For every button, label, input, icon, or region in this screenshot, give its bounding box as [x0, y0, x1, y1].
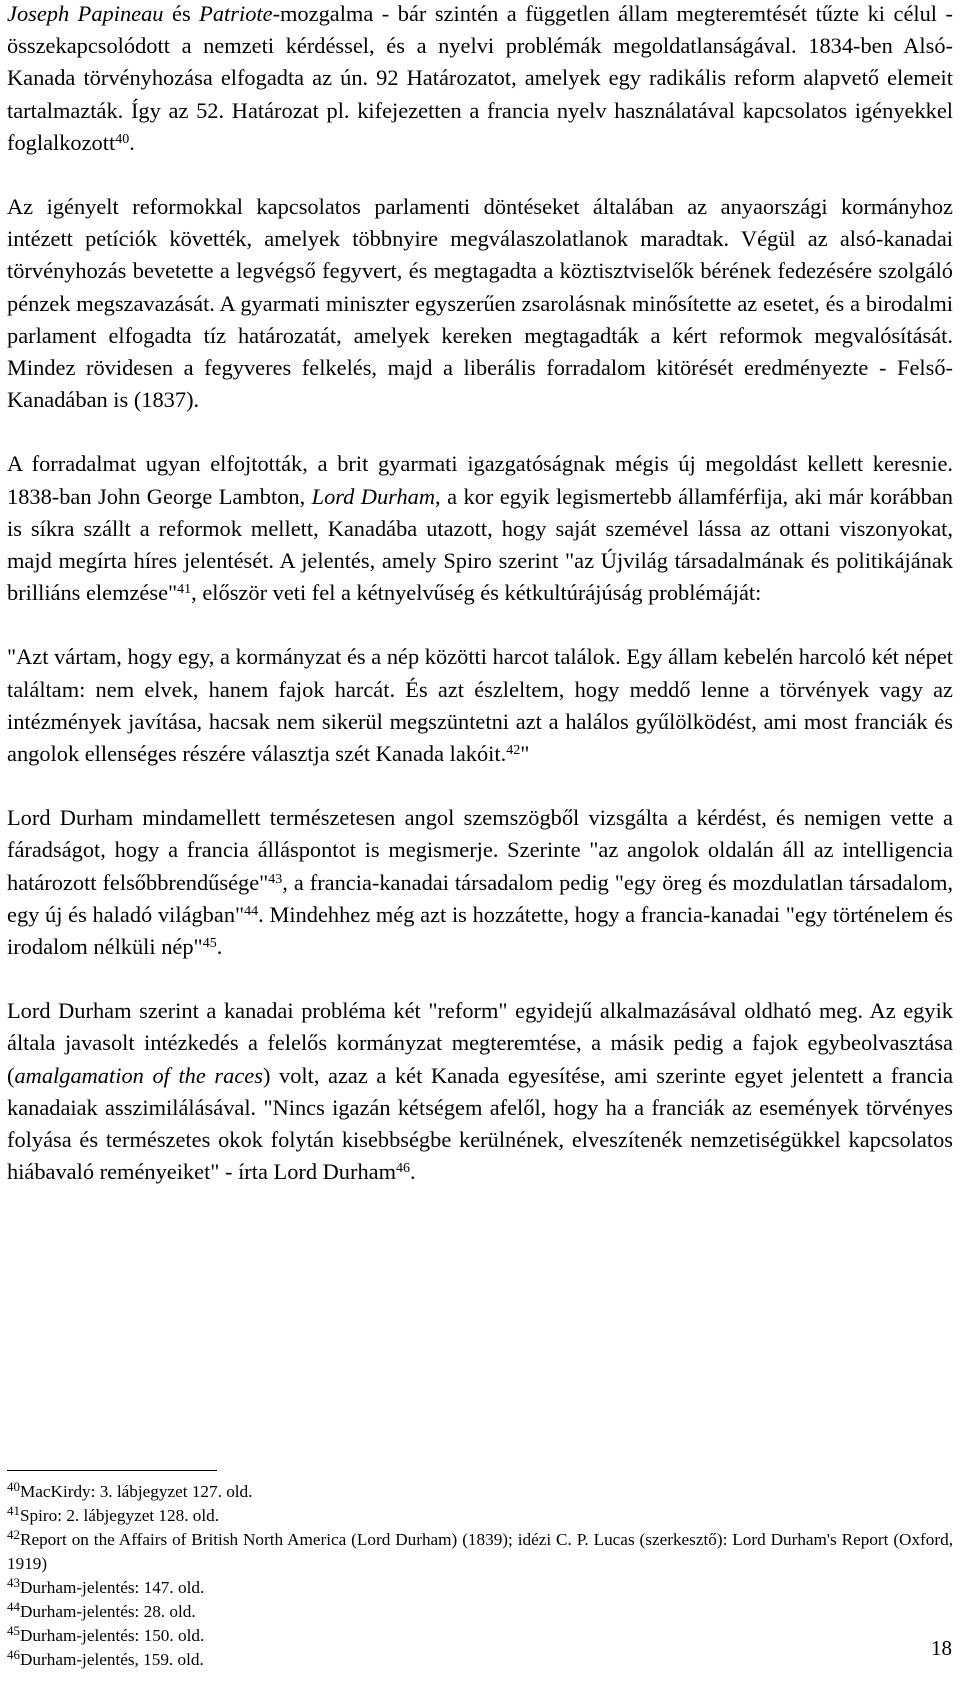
text-run: A forradalmat ugyan elfojtották, a brit gyarmati igazgatóságnak mégis új megoldást kellett keresnie. 1838-ban John George Lambton, [7, 451, 953, 509]
main-text [7, 0, 953, 1189]
footnote-ref: 43 [268, 871, 283, 887]
text-run: , a francia-kanadai társadalom pedig "egy öreg és mozdulatlan társadalom, egy új és haladó világban" [7, 869, 953, 927]
paragraph-p4 [7, 641, 953, 770]
text-run: . [129, 129, 135, 155]
italic-text: Lord Durham [311, 483, 436, 509]
paragraph-p1 [7, 0, 953, 159]
page-number: 18 [931, 1636, 952, 1660]
paragraph-p5 [7, 802, 953, 963]
paragraph-p3 [7, 448, 953, 609]
text-run: . Mindehhez még azt is hozzátette, hogy a francia-kanadai "egy történelem és irodalom nélküli nép" [7, 901, 953, 960]
italic-text: Joseph Papineau [7, 1, 164, 26]
footnote-number: 46 [7, 1647, 20, 1662]
text-run: Lord Durham mindamellett természetesen angol szemszögből vizsgálta a kérdést, és nemigen vette a fáradságot, hogy a francia álláspontot is megismerje. Szerinte "az angolok oldalán áll az intelligencia határozott felsőbbrendűsége" [7, 805, 953, 895]
paragraph-p6 [7, 995, 953, 1188]
footnote-ref: 42 [506, 743, 521, 759]
text-run: . [216, 934, 223, 960]
text-run: , először veti fel a kétnyelvűség és kétkultúrájúság problémáját: [191, 580, 762, 606]
text-run: -mozgalma - bár szintén a független állam megteremtését tűzte ki célul - összekapcsolódott a nemzeti kérdéssel, és a nyelvi problémák megoldatlanságával. 1834-ben Alsó-Kanada törvényhozása elfogadta az ún. 92 Határozatot, amelyek egy radikális reform alapvető elemeit tartalmazták. Így az 52. Határozat pl. kifejezetten a francia nyelv használatával kapcsolatos igényekkel foglalkozott [7, 1, 953, 155]
footnote-number: 45 [7, 1623, 20, 1638]
footnote-41 [7, 1504, 953, 1528]
footnote-ref: 40 [115, 131, 130, 147]
footnote-text: Spiro: 2. lábjegyzet 128. old. [20, 1506, 220, 1525]
footnote-number: 43 [7, 1575, 20, 1590]
footnotes [7, 1480, 953, 1672]
text-run: . [410, 1159, 416, 1185]
footnote-ref: 46 [396, 1161, 411, 1177]
footnote-text: Report on the Affairs of British North America (Lord Durham) (1839); idézi C. P. Lucas (szerkesztő): Lord Durham's Report (Oxford, 1919) [7, 1530, 953, 1573]
footnote-divider [7, 1470, 217, 1471]
footnote-46 [7, 1648, 953, 1672]
footnote-text: MacKirdy: 3. lábjegyzet 127. old. [20, 1482, 253, 1501]
footnote-number: 42 [7, 1527, 20, 1542]
text-run: ) volt, azaz a két Kanada egyesítése, ami szerinte egyet jelentett a francia kanadaiak asszimilálásával. "Nincs igazán kétségem afelől, hogy ha a franciák az események törvényes folyása és természetes okok folytán kisebbségbe kerülnének, elveszítenék nemzetiségükkel kapcsolatos hiábavaló reményeiket" - írta Lord Durham [7, 1062, 954, 1185]
paragraph-p2 [7, 191, 953, 416]
footnote-number: 41 [7, 1503, 20, 1518]
footnote-44 [7, 1600, 953, 1624]
text-run: , a kor egyik legismertebb államférfija, aki már korábban is síkra szállt a reformok mellett, Kanadába utazott, hogy saját szemével lássa az ottani viszonyokat, majd megírta híres jelentését. A jelentés, amely Spiro szerint "az Újvilág társadalmának és politikájának brilliáns elemzése" [7, 483, 953, 606]
italic-text: Patriote [199, 1, 273, 26]
footnote-42 [7, 1528, 953, 1576]
text-run: Lord Durham szerint a kanadai probléma két "reform" egyidejű alkalmazásával oldható meg. Az egyik általa javasolt intézkedés a felelős kormányzat megteremtése, a másik pedig a fajok egybeolvasztása ( [7, 998, 953, 1088]
footnote-40 [7, 1480, 953, 1504]
footnote-ref: 41 [177, 582, 192, 598]
footnote-text: Durham-jelentés, 159. old. [20, 1650, 204, 1669]
italic-text: amalgamation of the races [14, 1062, 263, 1088]
footnote-number: 44 [7, 1599, 20, 1614]
footnote-ref: 45 [202, 936, 217, 952]
text-run: "Azt vártam, hogy egy, a kormányzat és a nép közötti harcot találok. Egy állam kebelén harcoló két népet találtam: nem elvek, hanem fajok harcát. És azt észleltem, hogy meddő lenne a törvények vagy az intézmények javítása, hacsak nem sikerül megszüntetni azt a halálos gyűlölködést, ami most franciák és angolok ellenséges részére választja szét Kanada lakóit. [7, 644, 953, 767]
text-run: Az igényelt reformokkal kapcsolatos parlamenti döntéseket általában az anyaországi kormányhoz intézett petíciók követték, amelyek többnyire megválaszolatlanok maradtak. Végül az alsó-kanadai törvényhozás bevetette a legvégső fegyvert, és megtagadta a köztisztviselők bérének fedezésére szolgáló pénzek megszavazását. A gyarmati miniszter egyszerűen zsarolásnak minősítette az esetet, és a birodalmi parlament elfogadta tíz határozatát, amelyek kereken megtagadták a kért reformok megvalósítását. Mindez rövidesen a fegyveres felkelés, majd a liberális forradalom kitörését eredményezte - Felső-Kanadában is (1837). [7, 194, 953, 413]
footnote-number: 40 [7, 1479, 20, 1494]
footnote-43 [7, 1576, 953, 1600]
footnote-text: Durham-jelentés: 147. old. [20, 1578, 205, 1597]
text-run: " [520, 741, 530, 767]
footnote-text: Durham-jelentés: 28. old. [20, 1602, 196, 1621]
footnote-45 [7, 1624, 953, 1648]
footnote-text: Durham-jelentés: 150. old. [20, 1626, 205, 1645]
footnote-ref: 44 [244, 903, 259, 919]
text-run: és [163, 1, 200, 26]
